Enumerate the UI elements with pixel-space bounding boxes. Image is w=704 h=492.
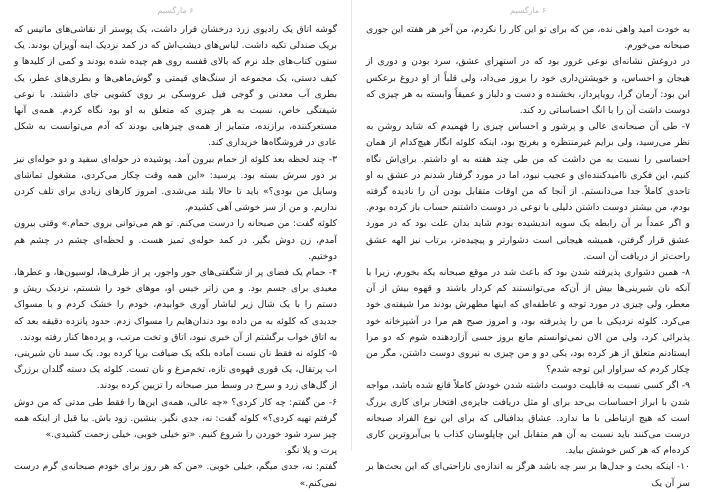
right-page-header: ۶ مارگسیم: [509, 6, 547, 15]
paragraph: کلوئه گفت: من صبحانه را درست می‌کنم. تو هم می‌توانی بروی حمام.» وقتی بیرون آمدم، زن دوش بگیر. در کمد حوله‌ی تمیز هست. و لحظه‌ای چشم در چشم هم دوختیم.: [14, 218, 337, 262]
paragraph: ۴- حمام یک فضای پر از شگفتی‌های جور واجور، پر از ظرف‌ها، لوسیون‌ها، و عطرها، معبدی برای جسم بود. و من زاتر خیس او، موهای خود را شستم، نزدیک ریش و دستم را با یک شال زیر لباشار آوری خوابیدم، خودم را خشک کردم و با مسواک جدیدی که کلوئه به من داده بود دندان‌هایم را مسواک زدم. حدود پانزده دقیقه بعد که به اتاق خواب برگشتم از آن خبری نبود، اتاق و تخت مرتب، و پرده‌ها کنار رفته بودند.: [14, 267, 337, 343]
paragraph: در دروغش نشانه‌ای نوعی غرور بود که در استهزای عشق، سرد بودن و دوری از هیجان و احساس، و خویشتن‌داری خود را بروز می‌داد، ولی قلباً از او دروغ برعکس این بود: آرمان گرا، رویاپرداز، بخشنده و دست و دلباز و عمیقاً وابسته به هر چیزی که دوست داشت آن را با انگ احساساتی رد کند.: [366, 56, 690, 117]
paragraph: ۳- چند لحظه بعد کلوئه از حمام بیرون آمد. پوشیده در حوله‌ای سفید و دو حوله‌ای نیز بر دور سرش بسته بود. پرسید: «این همه وقت چکار می‌کردی، مشغول تماشای وسایل من بودی؟» باید تا حالا بلند می‌شدی. امروز کارهای زیادی برای تلف کردن نداریم. و من از سر خوشی آهی کشیدم.: [14, 153, 337, 214]
paragraph: ۶- من گفتم: چه کار کردی؟ «چه عالی، همه‌ی این‌ها را فقط طی مدتی که من دوش گرفتم تهیه کردی؟» کلوئه گفت: نه، جدی نگیر. بنشین. زود باش. بیا قبل از اینکه همه چیز سرد شود خوردن را شروع کنیم. «تو خیلی خوبی، خیلی زحمت کشیدی.»: [14, 396, 337, 441]
right-page-body: [366, 22, 690, 489]
paragraph: به خودت امید واهی نده، من که برای تو این کار را نکردم، من آخر هر هفته این جوری صبحانه می‌خورم.: [366, 24, 690, 52]
paragraph: ۱۰- اینکه بحث و جدل‌ها بر سر چه باشد هرگز به اندازه‌ی ناراحتی‌ای که این بحث‌ها بر سر آن یک: [366, 461, 690, 489]
paragraph: ۷- طی آن صبحانه‌ی عالی و پرشور و احساس چیزی را فهمیدم که شاید روشن به نظر می‌رسید، ولی برایم غیرمنتظره و بغرنج بود، اینکه کلوئه انگار هیچ‌کدام از همان احساسی را نسبت به من داشت که من طی چند هفته به او داشتم. برای‌اش نگاه کنیم، این فکری ناامیدکننده‌ای و عجیب نبود، اما در مورد گرفتار شدنم در عشق به او تاحدی کاملاً جدا می‌دانستم. از آنجا که من اوقات متقابل بودن آن را نادیده گرفته بودم، من بیشتر دوست داشتن دلیلی با نوعی در دوست داشتنم حساب باز کرده بودم. و اگر عمداً بر آن رابطه یک سوپه اندیشیده بودم شاید بدان علت بود که در مورد عشق قرار گرفتن، همیشه هیجانی است دشوارتر و پیچیده‌تر، برتاب نیز الهه عشق راحت‌تر از دریافت آن است.: [366, 121, 690, 262]
paragraph: گوشه اتاق یک رادیوی زرد درخشان قرار داشت، یک پوستر از نقاشی‌های ماتیس که بریک صندلی تکیه داشت. لباس‌های دیشب‌اش که در کمد نزدیک اینه آویزان بودند. یک ستون کتاب‌های جلد نرم که بالای قفسه روی هم چیده شده بودند و کمی از کلیدها و کیف دستی، یک مجموعه از سنگ‌های قیمتی و گوش‌ماهی‌ها و بطری‌های عطر، یک بطری آب معدنی و گوجی فیل عروسکی بر روی کشویی جای داشتند. با نوعی شیفتگی خاص، نسبت به هر چیزی که متعلق به او بود نگاه کردم. همه‌ی آنها مستعرکننده، برازنده، متمایز از همه‌ی چیزهایی بودند که آدم می‌توانست به شکل عادی در فروشگاه‌ها خریداری کند.: [14, 24, 337, 149]
left-page-body: [14, 22, 337, 489]
paragraph: ۵- کلوئه نه فقط نان نست آماده بلکه یک ضیافت برپا کرده بود. یک سبد نان شیرینی، اب پرتقال، یک قوری قهوه‌ی تازه، تخم‌مرغ و نان تست. کلوئه یک دسته گلدان برزرگ از گل‌های زرد و سرخ در وسط میز صبحانه را تزیین کرده بودند.: [14, 348, 337, 392]
right-page: [352, 0, 704, 489]
paragraph: ۸- همین دشواری پذیرفته شدن بود که باعث شد در موقع صبحانه یکه بخورم، زیرا با آنکه نان شیرینی‌ها بیش از آن‌که می‌توانستند کم کردار باشند و قهوه بیش از آن معطر، ولی چیزی در مورد توجه و عاطفه‌ای که اینها مظهرش بودند مرا شیفته‌ی خود می‌کرد. کلوئه نزدیکی با من را پذیرفته بود، و امروز صبح هم مرا در آشپزخانه خود پذیرائی کرد، ولی من الان نمی‌توانستم مانع بروز حسی آزاردهنده شوم که دو مرا ایستادنم متعلق از هر کرده بود، یکی دو و من چیزی به نیروی دوست داشتن، مگر من چکار کردم که سزاوار این توجه شدم؟: [366, 267, 690, 376]
left-page-header: ۶ مارگسیم: [157, 6, 194, 15]
left-page: [0, 0, 352, 489]
paragraph: ۹- اگر کسی نسبت به قابلیت دوست داشته شدن خودش کاملاً قانع شده باشد، مواجه شدن با ابراز احساسات بی‌حد برای او مثل دریافت جایزه‌ی افتخار برای کاری بزرگ است که هیچ ارتباطی با ما ندارد. عشاق بدافبالی که برای این نوع الفراد صبحانه درست می‌کنند باید نسبت به آن هم متقابل این چاپلوسان کذاب یا بی‌آبروترین کاری کرده‌ام که هر کس خوشش بیاید.: [366, 380, 690, 457]
paragraph: گفتم: نه، جدی میگم، خیلی خوبی. «من که هر روز برای خودم صبحانه‌ی گرم درست نمی‌کنم.»: [14, 461, 337, 489]
paragraph: پرت و پلا نگو.: [284, 445, 337, 457]
